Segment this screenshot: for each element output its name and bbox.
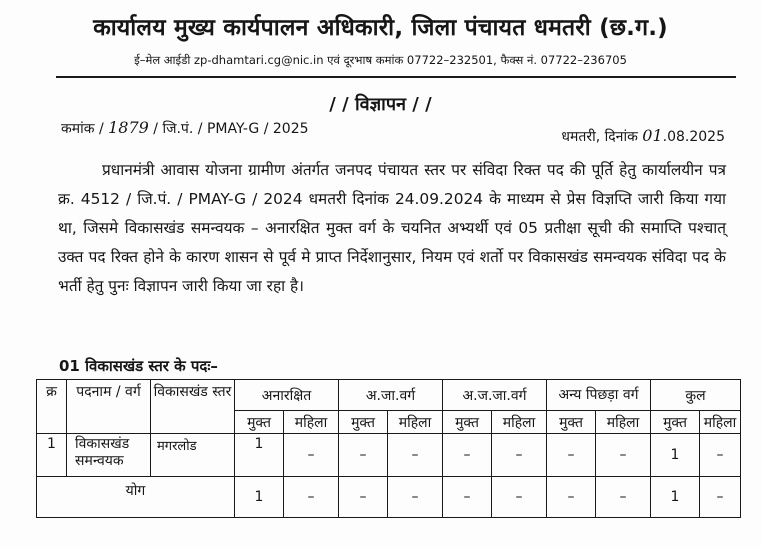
sub-mahila: महिला <box>388 411 443 434</box>
cell-value: – <box>700 434 741 477</box>
row-block: मगरलोड <box>151 434 235 477</box>
sub-mukt: मुक्त <box>651 411 700 434</box>
header-group-st: अ.ज.जा.वर्ग <box>443 380 547 411</box>
sub-mukt: मुक्त <box>547 411 596 434</box>
header-group-unreserved: अनारक्षित <box>235 380 339 411</box>
total-value: – <box>388 477 443 518</box>
total-value: – <box>700 477 741 518</box>
row-sno: 1 <box>37 434 67 477</box>
office-title: कार्यालय मुख्य कार्यपालन अधिकारी, जिला पंचायत धमतरी (छ.ग.) <box>93 15 668 41</box>
header-post: पदनाम / वर्ग <box>67 380 151 434</box>
ref-prefix: कमांक / <box>61 121 104 137</box>
date-prefix: धमतरी, दिनांक <box>561 129 638 145</box>
row-post: विकासखंड समन्वयक <box>67 434 151 477</box>
section-title: 01 विकासखंड स्तर के पदः– <box>59 357 218 375</box>
vacancy-table <box>36 379 741 518</box>
notice-paragraph: प्रधानमंत्री आवास योजना ग्रामीण अंतर्गत जनपद पंचायत स्तर पर संविदा रिक्त पद की पूर्ति हेतु कार्यालयीन पत्र क्र. 4512 / जि.पं. / PMAY-G / 2024 धमतरी दिनांक 24.09.2024 के माध्यम से प्रेस विज्ञप्ति जारी किया गया था, जिसमे विकासखंड समन्वयक – अनारक्षित मुक्त वर्ग के चयनित अभ्यर्थी एवं 05 प्रतीक्षा सूची की समाप्ति पश्चात् उक्त पद रिक्त होने के कारण शासन से पूर्व मे प्राप्त निर्देशानुसार, नियम एवं शर्तो पर विकासखंड समन्वयक संविदा पद के भर्ती हेतु पुनः विज्ञापन जारी किया जा रहा है। <box>58 161 726 295</box>
sub-mahila: महिला <box>492 411 547 434</box>
header-group-sc: अ.जा.वर्ग <box>339 380 443 411</box>
header-group-obc: अन्य पिछड़ा वर्ग <box>547 380 651 411</box>
header-divider <box>56 76 736 78</box>
sub-mahila: महिला <box>700 411 741 434</box>
total-label: योग <box>37 477 235 518</box>
cell-value: 1 <box>651 434 700 477</box>
header-sno: क्र <box>37 380 67 434</box>
cell-value: – <box>388 434 443 477</box>
total-value: – <box>284 477 339 518</box>
table-total-row <box>37 477 741 518</box>
reference-number <box>61 118 309 138</box>
cell-value: – <box>339 434 388 477</box>
date-rest: .08.2025 <box>662 129 725 145</box>
header-block: विकासखंड स्तर <box>151 380 235 434</box>
header-group-total: कुल <box>651 380 741 411</box>
table-header-row <box>37 380 741 411</box>
cell-value: 1 <box>235 434 284 477</box>
sub-mahila: महिला <box>284 411 339 434</box>
total-value: 1 <box>651 477 700 518</box>
sub-mahila: महिला <box>596 411 651 434</box>
cell-value: – <box>443 434 492 477</box>
ref-suffix: / जि.पं. / PMAY-G / 2025 <box>153 121 309 137</box>
sub-mukt: मुक्त <box>339 411 388 434</box>
contact-line: ई–मेल आईडी zp-dhamtari.cg@nic.in एवं दूरभाष कमांक 07722–232501, फैक्स नं. 07722–236705 <box>134 53 627 67</box>
notice-heading: / / विज्ञापन / / <box>329 94 432 115</box>
notice-date <box>561 126 725 146</box>
total-value: – <box>492 477 547 518</box>
sub-mukt: मुक्त <box>235 411 284 434</box>
ref-handwritten-number: 1879 <box>108 118 149 137</box>
cell-value: – <box>596 434 651 477</box>
cell-value: – <box>284 434 339 477</box>
total-value: – <box>443 477 492 518</box>
sub-mukt: मुक्त <box>443 411 492 434</box>
total-value: – <box>547 477 596 518</box>
total-value: – <box>339 477 388 518</box>
table-row <box>37 434 741 477</box>
cell-value: – <box>547 434 596 477</box>
date-handwritten-day: 01 <box>642 126 663 145</box>
cell-value: – <box>492 434 547 477</box>
total-value: – <box>596 477 651 518</box>
total-value: 1 <box>235 477 284 518</box>
